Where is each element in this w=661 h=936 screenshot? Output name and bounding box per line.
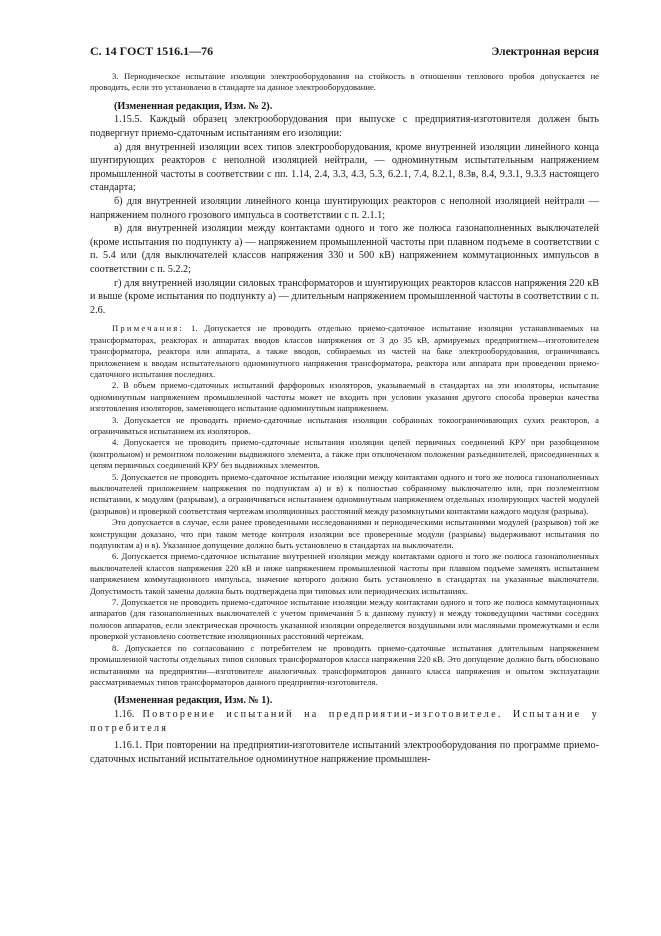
page-header [90, 44, 599, 59]
note-3-previous: 3. Периодическое испытание изоляции электрооборудования на стойкость в отношении теплового пробоя допускается не проводить, если это установлено в стандарте на данное электрооборудование. [90, 71, 599, 93]
note-4: 4. Допускается не проводить приемо-сдаточные испытания изоляции цепей первичных соединений КРУ при разобщенном (контрольном) и ремонтном положении выдвижного элемента, а также при отключенном положении разъединителей, присоединенных к цепям первичных соединений КРУ без выдвижных элементов. [90, 437, 599, 471]
note-2: 2. В объем приемо-сдаточных испытаний фарфоровых изоляторов, указываемый в стандартах на эти изоляторы, испытание одноминутным напряжением промышленной частоты может не входить при условии указания другого способа проверки качества изготовления изоляторов, заменяющего испытание одноминутным напряжением. [90, 380, 599, 414]
note-1-text: 1. Допускается не проводить отдельно приемо-сдаточное испытание изоляции устанавливаемых на трансформаторах, реакторах и аппаратах вводов классов напряжения от 3 до 35 кВ, армируемых предприятием—изготовителем трансформатора, реактора или аппарата, а также вводов, собираемых из частей на баке электрооборудования, ограничиваясь приложением к вводам испытательного одноминутного напряжения трансформатора, реактора или аппарата при проведении приемо-сдаточного испытания последних. [90, 323, 599, 379]
clause-1-15-5-b: б) для внутренней изоляции линейного конца шунтирующих реакторов с неполной изоляцией нейтрали — напряжением полного грозового импульса в соответствии с п. 2.1.1; [90, 195, 599, 221]
note-6: 6. Допускается приемо-сдаточное испытание внутренней изоляции между контактами одного и того же полюса газонаполненных выключателей классов напряжения 220 кВ и ниже напряжением промышленной частоты при плавном подъеме заменять испытанием напряжением коммутационного импульса, значение которого должно быть установлено в стандартах на указанные выключатели. Допустимость такой замены должна быть подтверждена при типовых или периодических испытаниях. [90, 551, 599, 596]
clause-1-15-5-a: а) для внутренней изоляции всех типов электрооборудования, кроме внутренней изоляции линейного конца шунтирующих реакторов с неполной изоляцией нейтрали, — одноминутным испытательным напряжением промышленной частоты в соответствии с пп. 1.14, 2.4, 3.3, 4.3, 5.3, 6.2.1, 7.4, 8.2.1, 8.3в, 8.4, 9.3.1, 9.3.3 настоящего стандарта; [90, 141, 599, 194]
note-7: 7. Допускается не проводить приемо-сдаточное испытание изоляции между контактами одного и того же полюса коммутационных аппаратов (для газонаполненных выключателей с учетом примечания 5 к данному пункту) и между токоведущими частями соседних полюсов аппаратов, если электрическая прочность указанной изоляции определяется воздушными или масляными промежутками и если проверкой установлено соответствие изоляционных расстояний чертежам. [90, 597, 599, 642]
section-1-16-title: Повторение испытаний на предприятии-изготовителе. Испытание у потребителя [90, 708, 600, 734]
note-5-continuation: Это допускается в случае, если ранее проведенными исследованиями и периодическими испытаниями модулей (разрывов) той же конструкции доказано, что при таком методе контроля изоляции все проверенные модули (разрывы) выдерживают испытания по подпунктам а) и в). Указанное допущение должно быть установлено в стандартах на выключатели. [90, 517, 599, 551]
note-8: 8. Допускается по согласованию с потребителем не проводить приемо-сдаточные испытания длительным напряжением промышленной частоты отдельных типов силовых трансформаторов класса напряжения 220 кВ. Это допущение должно быть обосновано испытаниями на предприятии—изготовителе аналогичных трансформаторов данного класса напряжения и опытом эксплуатации рассматриваемых типов трансформаторов данного предприятия-изготовителя. [90, 642, 599, 687]
clause-1-15-5-v: в) для внутренней изоляции между контактами одного и того же полюса газонаполненных выключателей (кроме испытания по подпункту а) — напряжением промышленной частоты при плавном подъеме в соответствии с п. 5.4 или (для выключателей классов напряжения 330 и 500 кВ) напряжением коммутационных импульсов в соответствии с п. 5.2.2; [90, 223, 599, 275]
clause-1-15-5: 1.15.5. Каждый образец электрооборудования при выпуске с предприятия-изготовителя должен быть подвергнут приемо-сдаточным испытаниям его изоляции: [90, 114, 599, 139]
note-1 [90, 323, 599, 380]
revision-note-2: (Измененная редакция, Изм. № 2). [114, 100, 273, 112]
clause-1-15-5-g: г) для внутренней изоляции силовых трансформаторов и шунтирующих реакторов классов напряжения 220 кВ и выше (кроме испытания по подпункту а) — длительным напряжением промышленной частоты в соответствии с п. 2.6. [90, 277, 599, 316]
note-3: 3. Допускается не проводить приемо-сдаточные испытания изоляции собранных токоограничивающих сухих реакторов, а ограничиваться испытанием их изоляторов. [90, 414, 599, 436]
section-1-16-heading [90, 708, 599, 735]
header-version-label: Электронная версия [491, 46, 599, 58]
header-standard-number: С. 14 ГОСТ 1516.1—76 [90, 44, 214, 58]
revision-note-1: (Измененная редакция, Изм. № 1). [114, 695, 273, 707]
note-5: 5. Допускается не проводить приемо-сдаточное испытание изоляции между контактами одного и того же полюса газонаполненных выключателей приложением напряжения по подпунктам а) и в) к полностью собранному выключателю или, при поэлементном испытании, к модулям (разрывам), а ограничиваться испытанием одноминутным напряжением отдельных изолирующих частей модулей (разрывов) и проверкой соответствия чертежам изоляционных расстояний между разомкнутыми контактами каждого модуля (разрыва). [90, 471, 599, 516]
notes-heading: Примечания: [112, 323, 185, 334]
section-1-16-number: 1.16. [114, 708, 135, 720]
clause-1-16-1: 1.16.1. При повторении на предприятии-изготовителе испытаний электрооборудования по программе приемо-сдаточных испытаний испытательное одноминутное напряжение промышлен- [90, 740, 599, 765]
